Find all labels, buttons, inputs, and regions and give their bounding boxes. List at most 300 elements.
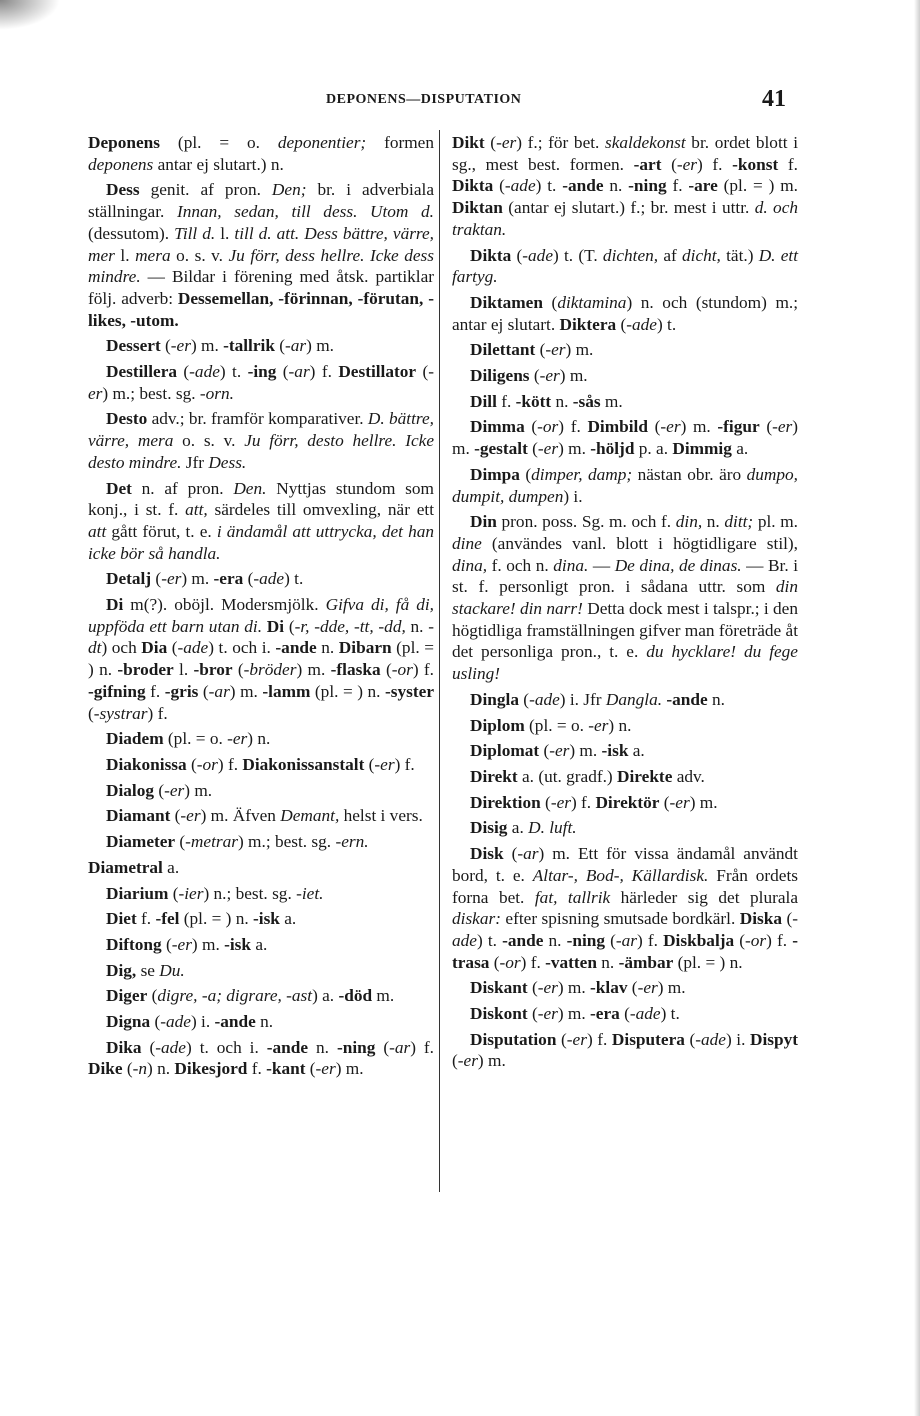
headword: -ämbar: [618, 952, 674, 972]
entry-text: (: [782, 909, 793, 929]
entry-text: ) m.: [477, 1051, 506, 1071]
entry-text: ) m.: [680, 417, 718, 437]
headword: Dikesjord: [174, 1059, 248, 1079]
headword: -ning: [336, 1037, 376, 1057]
entry-text: (pl. = ) n.: [88, 638, 435, 680]
italic-text: -er: [537, 1004, 558, 1024]
entry-text: (: [524, 417, 538, 437]
entry-text: (: [540, 792, 551, 812]
headword: -flaska: [330, 660, 381, 680]
entry-text: a.: [279, 909, 297, 929]
entry-text: ) m.: [689, 792, 718, 812]
entry-text: (pl. = ) n.: [673, 952, 743, 972]
headword: -ande: [502, 930, 544, 950]
dictionary-entry: [452, 132, 798, 241]
dictionary-entry: [88, 1011, 434, 1033]
entry-text: (: [493, 176, 505, 196]
italic-text: Till d.: [174, 223, 216, 243]
italic-text: -er: [588, 715, 609, 735]
entry-text: (: [529, 366, 540, 386]
dictionary-entry: [452, 245, 798, 288]
entry-text: härleder sig det plurala: [610, 887, 798, 907]
entry-text: (: [535, 340, 546, 360]
headword: -gris: [164, 681, 199, 701]
dictionary-entry: [88, 934, 434, 956]
entry-text: ) f.: [637, 930, 664, 950]
italic-text: din,: [675, 512, 703, 532]
entry-text: (: [518, 689, 530, 709]
entry-text: formen: [366, 133, 434, 152]
headword: -figur: [717, 417, 760, 437]
entry-text: ) t. och i.: [185, 1037, 267, 1057]
headword: -ande: [666, 689, 708, 709]
entry-text: af: [658, 245, 682, 265]
dictionary-entry: [88, 908, 434, 930]
dictionary-entry: [452, 977, 798, 999]
entry-text: m.: [372, 986, 395, 1006]
entry-text: (: [198, 681, 209, 701]
italic-text: -er: [637, 978, 658, 998]
italic-text: -er: [171, 934, 192, 954]
italic-text: -ar: [389, 1037, 411, 1057]
entry-text: (: [276, 362, 289, 382]
italic-text: deponentier;: [277, 133, 367, 152]
headword: Di: [266, 616, 285, 636]
entry-text: f.: [145, 681, 165, 701]
entry-text: ) i. Jfr: [559, 689, 606, 709]
entry-text: ) och: [101, 638, 142, 658]
headword: -kött: [515, 391, 552, 411]
entry-text: ) t.: [284, 569, 304, 589]
entry-text: ) m.: [181, 569, 214, 589]
dictionary-entry: [88, 478, 434, 565]
entry-text: ) f.: [570, 792, 596, 812]
headword: Deponens: [88, 133, 161, 152]
entry-text: ) f.: [147, 703, 168, 723]
headword: -klav: [590, 978, 628, 998]
entry-text: n.: [316, 638, 339, 658]
italic-text: d. och traktan.: [452, 198, 799, 239]
entry-text: a.: [628, 741, 645, 761]
entry-text: a.: [731, 439, 749, 459]
headword: Direktion: [470, 792, 541, 812]
entry-text: (: [375, 1037, 390, 1057]
italic-text: -ade: [189, 362, 220, 382]
italic-text: dichten,: [602, 245, 659, 265]
dictionary-entry: [452, 1003, 798, 1025]
entry-text: n.: [405, 616, 429, 636]
entry-text: helst i vers.: [339, 806, 423, 826]
entry-text: (: [274, 336, 286, 356]
page-number: 41: [762, 86, 786, 112]
headword: Diadem: [106, 729, 164, 749]
entry-text: ) m. Äfven: [200, 806, 281, 826]
headword: Dig,: [106, 960, 137, 980]
headword: Diarium: [106, 883, 169, 903]
headword: Detalj: [106, 569, 152, 589]
entry-text: n. af pron.: [131, 478, 234, 498]
italic-text: -ade: [522, 245, 553, 265]
headword: -art: [633, 154, 662, 174]
italic-text: deponens: [88, 154, 154, 174]
italic-text: D. bättre, värre, mera: [88, 409, 434, 451]
italic-text: din stackare! din narr!: [452, 577, 798, 619]
dictionary-entry: [452, 1029, 798, 1072]
entry-text: ) n.; best. sg.: [203, 883, 297, 903]
entry-text: (: [186, 754, 197, 774]
italic-text: dicht,: [682, 245, 721, 265]
entry-text: (antar ej slutart.) f.; br. mest i uttr.: [502, 198, 755, 218]
dictionary-entry: [88, 960, 434, 982]
headword: Dikta: [452, 176, 494, 196]
headword: Diakonissa: [106, 754, 187, 774]
entry-text: —: [588, 555, 615, 575]
italic-text: -metrar: [185, 832, 238, 852]
headword: -ande: [275, 638, 317, 658]
entry-text: (dessutom).: [88, 223, 175, 243]
entry-text: m(?). oböjl. Modersmjölk.: [123, 595, 326, 615]
dictionary-entry: [88, 568, 434, 590]
entry-text: ) m.: [452, 417, 799, 459]
dictionary-entry: [452, 416, 798, 459]
entry-text: f.: [247, 1059, 267, 1079]
entry-text: ) t.: [219, 362, 248, 382]
entry-text: (: [305, 1059, 316, 1079]
italic-text: digre, -a; digrare, -ast: [157, 986, 313, 1006]
entry-text: ) f.: [697, 154, 733, 174]
headword: Diktera: [559, 314, 617, 334]
entry-text: genit. af pron.: [139, 180, 272, 200]
entry-text: (: [519, 464, 532, 484]
italic-text: dina.: [553, 555, 589, 575]
entry-text: a.: [251, 934, 268, 954]
headword: Diska: [739, 909, 782, 929]
italic-text: du hycklare! du fege usling!: [452, 642, 798, 684]
column-divider: [439, 130, 440, 1192]
entry-text: ) f.: [394, 754, 415, 774]
headword: Dilettant: [470, 340, 536, 360]
entry-text: (: [527, 1004, 538, 1024]
entry-text: (: [168, 883, 179, 903]
headword: -höljd: [590, 439, 635, 459]
entry-text: (pl. = ) m.: [717, 176, 798, 196]
entry-text: (: [161, 934, 172, 954]
entry-text: a.: [162, 857, 180, 877]
entry-text: ) t.: [535, 176, 563, 196]
entry-text: (: [170, 806, 181, 826]
italic-text: Dangla.: [605, 689, 663, 709]
entry-text: Från ordets forna bet.: [452, 865, 798, 907]
entry-text: ) f.: [586, 1029, 612, 1049]
entry-text: (: [527, 439, 538, 459]
entry-text: n.: [551, 391, 573, 411]
italic-text: -or: [196, 754, 218, 774]
entry-text: ) m. Ett för vissa ändamål användt bord, t. e.: [452, 844, 798, 885]
entry-text: a.: [507, 818, 529, 838]
headword: Dimbild: [587, 417, 648, 437]
italic-text: -bröder: [243, 660, 297, 680]
italic-text: -ade: [160, 1012, 191, 1032]
entry-text: (: [511, 245, 523, 265]
entry-text: n.: [308, 1037, 337, 1057]
dictionary-entry: [88, 408, 434, 473]
headword: Dill: [470, 391, 497, 411]
entry-text: (: [416, 362, 429, 382]
entry-text: ) f.: [309, 362, 339, 382]
headword: -ande: [562, 176, 604, 196]
dictionary-entry: [452, 464, 798, 507]
italic-text: -er: [660, 417, 681, 437]
entry-text: (: [232, 660, 244, 680]
entry-text: (användes vanl. blott i högtidligare stil),: [481, 533, 798, 553]
italic-text: -ade: [504, 176, 536, 196]
headword: -vatten: [545, 952, 597, 972]
entry-text: ) m.; best. sg.: [237, 832, 336, 852]
headword: -ing: [247, 362, 277, 382]
italic-text: dumpo, dumpit, dumpen: [452, 464, 798, 506]
entry-text: o. s. v.: [170, 245, 229, 265]
italic-text: -ade: [155, 1037, 186, 1057]
entry-text: ) f.: [558, 417, 588, 437]
entry-text: ) m.: [190, 336, 224, 356]
headword: -isk: [253, 909, 280, 929]
dictionary-entry: [452, 766, 798, 788]
headword: Dimpa: [470, 464, 520, 484]
entry-text: (: [452, 1051, 458, 1071]
dictionary-entry: [88, 780, 434, 802]
entry-text: (: [661, 154, 677, 174]
entry-text: (: [659, 792, 670, 812]
headword: Diskont: [470, 1004, 528, 1024]
entry-text: (: [122, 1059, 133, 1079]
entry-text: (: [503, 844, 518, 864]
headword: -era: [213, 569, 244, 589]
entry-text: (: [141, 1037, 156, 1057]
headword: Dispyt: [749, 1029, 798, 1049]
entry-text: ) m.: [657, 978, 686, 998]
entry-text: pl. m.: [753, 512, 798, 532]
entry-text: (: [605, 930, 616, 950]
italic-text: fat, tallrik: [534, 887, 611, 907]
dictionary-entry: [452, 365, 798, 387]
headword: Dessemellan, -förinnan, -förutan, -likes, -utom.: [88, 288, 434, 330]
headword: Destillator: [338, 362, 417, 382]
entry-text: (: [154, 780, 165, 800]
italic-text: till d. att. Dess bättre, värre, mer: [88, 223, 435, 265]
dictionary-entry: [88, 985, 434, 1007]
entry-text: l.: [114, 245, 136, 265]
headword: Dikt: [452, 133, 485, 152]
entry-text: ) m.: [335, 1059, 364, 1079]
entry-text: l.: [173, 660, 194, 680]
headword: Dia: [141, 638, 168, 658]
entry-text: ) i.: [563, 486, 583, 506]
italic-text: -er: [550, 792, 571, 812]
italic-text: -ade: [695, 1029, 726, 1049]
headword: -isk: [224, 934, 251, 954]
headword: Diametral: [88, 857, 163, 877]
italic-text: -ade: [177, 638, 209, 658]
italic-text: -er: [772, 417, 793, 437]
headword: Diger: [106, 986, 148, 1006]
headword: -sås: [572, 391, 601, 411]
dictionary-entry: [88, 335, 434, 357]
entry-text: ) a.: [312, 986, 339, 1006]
entry-text: (: [243, 569, 254, 589]
italic-text: Gifva di, få di, uppföda ett barn utan di.: [88, 595, 435, 636]
entry-text: n.: [596, 952, 619, 972]
headword: -fel: [155, 909, 180, 929]
italic-text: dimper, damp;: [531, 464, 633, 484]
italic-text: -er: [676, 154, 698, 174]
headword: Diakonissanstalt: [242, 754, 365, 774]
entry-text: f.: [666, 176, 689, 196]
headword: Dingla: [470, 689, 519, 709]
headword: Diftong: [106, 934, 162, 954]
entry-text: n.: [707, 689, 725, 709]
headword: Diligens: [470, 366, 530, 386]
entry-text: l.: [215, 223, 235, 243]
italic-text: -or: [499, 952, 521, 972]
entry-text: adv.: [672, 766, 705, 786]
entry-text: ) m.: [191, 934, 225, 954]
entry-text: (: [167, 638, 178, 658]
entry-text: ) t.: [656, 314, 677, 334]
italic-text: Ju förr, desto hellre. Icke desto mindre.: [88, 431, 434, 472]
left-column: [88, 132, 434, 1084]
headword: Direkt: [470, 766, 518, 786]
entry-text: (: [647, 417, 661, 437]
headword: Di: [106, 595, 124, 615]
right-column: [452, 132, 798, 1076]
italic-text: Innan, sedan, till dess. Utom d.: [176, 202, 435, 222]
italic-text: -ade: [452, 909, 798, 950]
italic-text: -er: [161, 569, 182, 589]
entry-text: ) t. och i.: [208, 638, 276, 658]
headword: -konst: [732, 154, 779, 174]
italic-text: Du.: [159, 960, 185, 980]
dictionary-entry: [452, 817, 798, 839]
entry-text: (: [616, 314, 627, 334]
headword: Dibarn: [338, 638, 392, 658]
headword: -lamm: [262, 681, 311, 701]
entry-text: ) i.: [190, 1012, 215, 1032]
entry-text: (: [527, 978, 538, 998]
headword: -era: [590, 1004, 620, 1024]
italic-text: -er: [566, 1029, 587, 1049]
italic-text: -er: [537, 439, 559, 459]
entry-text: ) i.: [725, 1029, 750, 1049]
entry-text: (pl. = ) n.: [179, 909, 254, 929]
headword: Diplom: [470, 715, 525, 735]
italic-text: -er: [170, 336, 191, 356]
italic-text: -er: [164, 780, 185, 800]
entry-text: Detta dock mest i talspr.; i den högtidliga framställningen gifver man företräde åt det personliga pron., t. e.: [452, 599, 798, 662]
headword: Disig: [470, 818, 508, 838]
entry-text: o. s. v.: [173, 431, 245, 451]
italic-text: -er: [549, 741, 570, 761]
italic-text: -er: [315, 1059, 336, 1079]
italic-text: att,: [185, 500, 208, 520]
entry-text: ) m.: [565, 340, 594, 360]
entry-text: (: [542, 292, 558, 312]
entry-text: (: [759, 417, 773, 437]
entry-text: ) m.: [184, 780, 213, 800]
entry-text: tät.): [720, 245, 759, 265]
italic-text: mera: [135, 245, 171, 265]
entry-text: ) m.: [558, 439, 591, 459]
italic-text: Den.: [233, 478, 267, 498]
headword: -bror: [193, 660, 233, 680]
italic-text: -er: [374, 754, 395, 774]
italic-text: -ade: [529, 689, 560, 709]
italic-text: dina,: [452, 555, 488, 575]
headword: -ande: [266, 1037, 309, 1057]
italic-text: Demant,: [280, 806, 340, 826]
italic-text: -or: [745, 930, 767, 950]
italic-text: dine: [452, 533, 482, 553]
italic-text: Ju förr, dess hellre. Icke dess mindre.: [88, 245, 434, 287]
headword: -gifning: [88, 681, 146, 701]
headword: Dialog: [106, 780, 155, 800]
entry-text: Nyttjas stundom som konj., i st. f.: [88, 478, 434, 520]
entry-text: f.: [496, 391, 516, 411]
italic-text: -iet.: [296, 883, 324, 903]
entry-text: efter spisning smutsade bordkärl.: [500, 909, 740, 929]
italic-text: -er: [539, 366, 560, 386]
entry-text: Jfr: [181, 452, 209, 472]
dictionary-entry: [452, 339, 798, 361]
entry-text: ) m.: [557, 1004, 591, 1024]
dictionary-entry: [452, 292, 798, 335]
italic-text: D. luft.: [528, 818, 577, 838]
entry-text: (: [484, 133, 497, 152]
entry-text: ) f.: [410, 1037, 435, 1057]
italic-text: -orn.: [199, 383, 234, 403]
headword: -kant: [266, 1059, 306, 1079]
italic-text: Den;: [271, 180, 307, 200]
entry-text: n.: [702, 512, 725, 532]
entry-text: ) m.: [557, 978, 591, 998]
italic-text: -dt: [88, 616, 435, 658]
headword: Desto: [106, 409, 148, 429]
entry-text: ) f.: [217, 754, 243, 774]
headword: Dimmig: [672, 439, 732, 459]
entry-text: pron. poss. Sg. m. och f.: [496, 512, 676, 532]
entry-text: m.: [600, 391, 623, 411]
entry-text: särdeles till omvexling, när ett: [207, 500, 434, 520]
italic-text: D. ett fartyg.: [452, 245, 798, 287]
entry-text: (pl. = o.: [524, 715, 589, 735]
italic-text: i ändamål att uttrycka, det han icke bör så handla.: [88, 521, 434, 563]
entry-text: (: [147, 986, 158, 1006]
italic-text: -ar: [288, 362, 310, 382]
headword: Disk: [470, 844, 504, 864]
dictionary-entry: [88, 805, 434, 827]
italic-text: -ar: [208, 681, 230, 701]
headword: -ning: [566, 930, 605, 950]
italic-text: -er: [88, 362, 434, 403]
italic-text: -or: [391, 660, 413, 680]
entry-text: a. (ut. gradf.): [517, 766, 618, 786]
entry-text: br. i adverbiala ställningar.: [88, 180, 435, 222]
italic-text: -er: [496, 133, 517, 152]
headword: -ning: [628, 176, 667, 196]
entry-text: ) m.: [229, 681, 263, 701]
italic-text: -ade: [253, 569, 285, 589]
entry-text: ) m.; best. sg.: [102, 383, 200, 403]
entry-text: gått förut, t. e.: [106, 521, 217, 541]
